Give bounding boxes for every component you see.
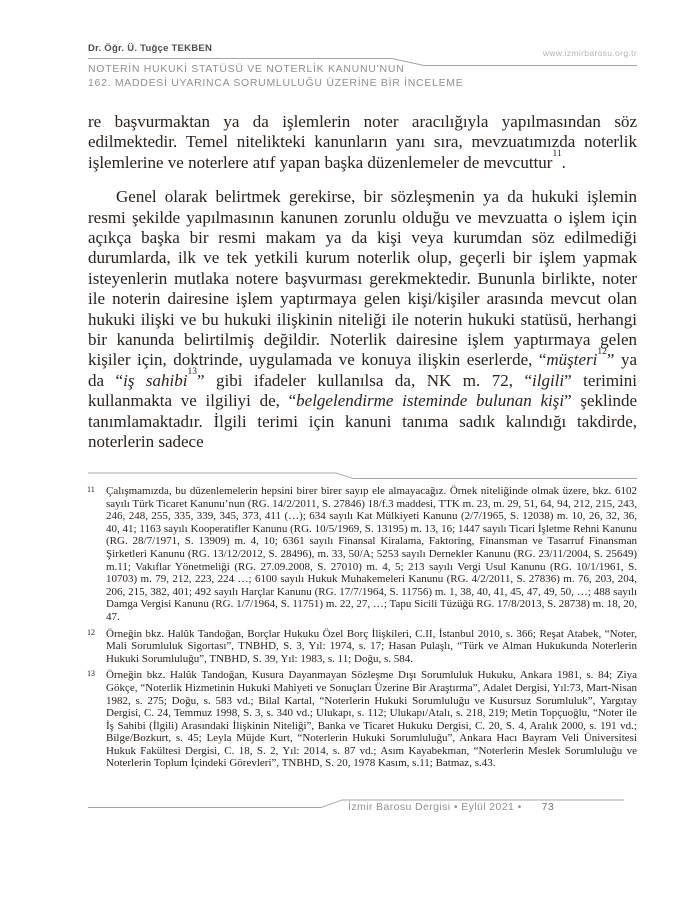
body-text-run: iş sahibi (123, 370, 188, 390)
body-text-run: ” terimini kullanmakta ve ilgiliyi de, “ (88, 370, 637, 411)
footnotes-section (87, 485, 637, 774)
article-body (88, 112, 637, 453)
author-name: Dr. Öğr. Ü. Tuğçe TEKBEN (88, 43, 213, 54)
body-text-run: ilgili (532, 370, 565, 390)
footnote-reference: 13 (187, 367, 197, 378)
article-title (88, 62, 588, 90)
page-footer (348, 801, 554, 813)
article-title-line-1: NOTERİN HUKUKİ STATÜSÜ VE NOTERLİK KANUNU’NUN (88, 63, 405, 75)
footnote-number: 13 (87, 669, 95, 679)
journal-website-url: www.izmirbarosu.org.tr (542, 48, 637, 58)
body-text-run: ” gibi ifadeler kullanılsa da, NK m. 72, “ (196, 370, 533, 390)
footer-journal-issue: İzmir Barosu Dergisi • Eylül 2021 • (348, 801, 522, 813)
body-text-run: belgelendirme isteminde bulunan kişi (296, 391, 565, 411)
body-text-run: müşteri (546, 350, 598, 370)
footnote-text: Örneğin bkz. Halûk Tandoğan, Borçlar Hukuku Özel Borç İlişkileri, C.II, İstanbul 2010, s. 366; Reşat Atabek, “Noter, Mali Sorumluluk Sigortası”, TNBHD, S. 3, Yıl: 1974, s. 17; Hasan Pulaşlı, “Türk ve Alman Hukukunda Noterlerin Hukuki Sorumluluğu”, TNBHD, S. 39, Yıl: 1983, s. 11; Doğu, s. 584. (106, 627, 637, 665)
footnote-item (87, 669, 637, 770)
body-text-run: ” şeklinde tanımlamaktadır. İlgili terimi için kanuni tanıma sadık kalındığı takdirde, noterlerin sadece (88, 391, 637, 452)
page-number: 73 (541, 801, 555, 813)
footnote-reference: 12 (597, 346, 607, 357)
body-text-run: Genel olarak belirtmek gerekirse, bir sözleşmenin ya da hukuki işlemin resmi şekilde yapılmasının kanunen zorunlu olduğu ve mevzuatta o işlem için açıkça başka bir resmi makam ya da kişi veya kurumdan söz edilmediği durumlarda, ilk ve tek yetkili kurum noterlik olup, geçerli bir işlem yapmak isteyenlerin mutlaka notere başvurması gerekmektedir. Bununla birlikte, noter ile noterin dairesine işlem yaptırmaya gelen kişi/kişiler arasında mevcut olan hukuki ilişki ve bu hukuki ilişkinin niteliği ile noterin hukuki statüsü, herhangi bir kanunda belirtilmiş değildir. Noterlik dairesine işlem yaptırmaya gelen kişiler için, doktrinde, uygulamada ve konuya ilişkin eserlerde, “ (88, 187, 637, 370)
body-paragraph (88, 187, 637, 452)
body-text-run: re başvurmaktan ya da işlemlerin noter aracılığıyla yapılmasından söz edilmektedir. Temel nitelikteki kanunların yanı sıra, mevzuatımızda noterlik işlemlerine ve noterlere atıf yapan başka düzenlemeler de mevcuttur (88, 112, 637, 172)
article-title-line-2: 162. MADDESİ UYARINCA SORUMLULUĞU ÜZERİNE BİR İNCELEME (88, 77, 464, 89)
footnote-number: 12 (87, 627, 95, 637)
body-text-run: ” ya da “ (88, 350, 637, 390)
footnote-text: Çalışmamızda, bu düzenlemelerin hepsini birer birer sayıp ele almayacağız. Örnek niteliğinde olmak üzere, bkz. 6102 sayılı Türk Ticaret Kanunu’nun (RG. 14/2/2011, S. 27846) 18/f.3 maddesi, TTK m. 23, m. 29, 51, 64, 94, 212, 215, 243, 246, 248, 255, 335, 339, 345, 373, 411 (…); 634 sayılı Kat Mülkiyeti Kanunu (2/7/1965, S. 12038) m. 10, 26, 32, 36, 40, 41; 1163 sayılı Kooperatifler Kanunu (RG. 10/5/1969, S. 13195) m. 13, 16; 1447 sayılı Ticari İşletme Rehni Kanunu (RG. 28/7/1971, S. 13909) m. 4, 10; 6361 sayılı Finansal Kiralama, Faktoring, Finansman ve Tasarruf Finansman Şirketleri Kanunu (RG. 13/12/2012, S. 28496), m. 33, 50/A; 5253 sayılı Dernekler Kanunu (RG. 23/11/2004, S. 25649) m.11; Vakıflar Yönetmeliği (RG. 27.09.2008, S. 27010) m. 4, 5; 213 sayılı Vergi Usul Kanunu (RG. 10/1/1961, S. 10703) m. 79, 212, 223, 224 …; 6100 sayılı Hukuk Muhakemeleri Kanunu (RG. 4/2/2011, S. 27836) m. 76, 203, 204, 206, 215, 382, 401; 492 sayılı Harçlar Kanunu (RG. 17/7/1964, S. 11756) m. 1, 38, 40, 41, 45, 47, 49, 50, …; 488 sayılı Damga Vergisi Kanunu (RG. 1/7/1964, S. 11751) m. 22, 27, …; Tapu Sicili Tüzüğü RG. 17/8/2013, S. 28738) m. 18, 20, 47. (106, 485, 637, 623)
footnote-item (87, 628, 637, 666)
body-paragraph (88, 112, 637, 173)
footnote-reference: 11 (552, 149, 562, 160)
footnote-separator-rule (88, 473, 637, 479)
footnote-text: Örneğin bkz. Halûk Tandoğan, Kusura Dayanmayan Sözleşme Dışı Sorumluluk Hukuku, Ankara 1981, s. 84; Ziya Gökçe, “Noterlik Hizmetinin Hukuki Mahiyeti ve Sonuçları Üzerine Bir Araştırma”, Adalet Dergisi, Yıl:73, Mart-Nisan 1982, s. 275; Doğu, s. 583 vd.; Bilal Kartal, “Noterlerin Hukuki Sorumluluğu ve Kusursuz Sorumluluk”, Yargıtay Dergisi, C. 24, Temmuz 1998, S. 3, s. 340 vd.; Ulukapı, s. 112; Ulukapı/Atalı, s. 218, 219; Metin Topçuoğlu, “Noter ile İş Sahibi (İlgili) Arasındaki İlişkinin Niteliği”, Banka ve Ticaret Hukuku Dergisi, C. 20, S. 4, Aralık 2000, s. 191 vd.; Bilge/Bozkurt, s. 45; Leyla Müjde Kurt, “Noterlerin Hukuki Sorumluluğu”, Ankara Hacı Bayram Veli Üniversitesi Hukuk Fakültesi Dergisi, C. 18, S. 2, Yıl: 2014, s. 87 vd.; Asım Kayabekman, “Noterlerin Meslek Sorumluluğu ve Noterlerin Toplum İçindeki Görevleri”, TNBHD, S. 20, 1978 Kasım, s.11; Batmaz, s.43. (106, 669, 637, 770)
footnote-item (87, 485, 637, 624)
body-text-run: . (561, 152, 566, 172)
footnote-number: 11 (87, 485, 95, 494)
